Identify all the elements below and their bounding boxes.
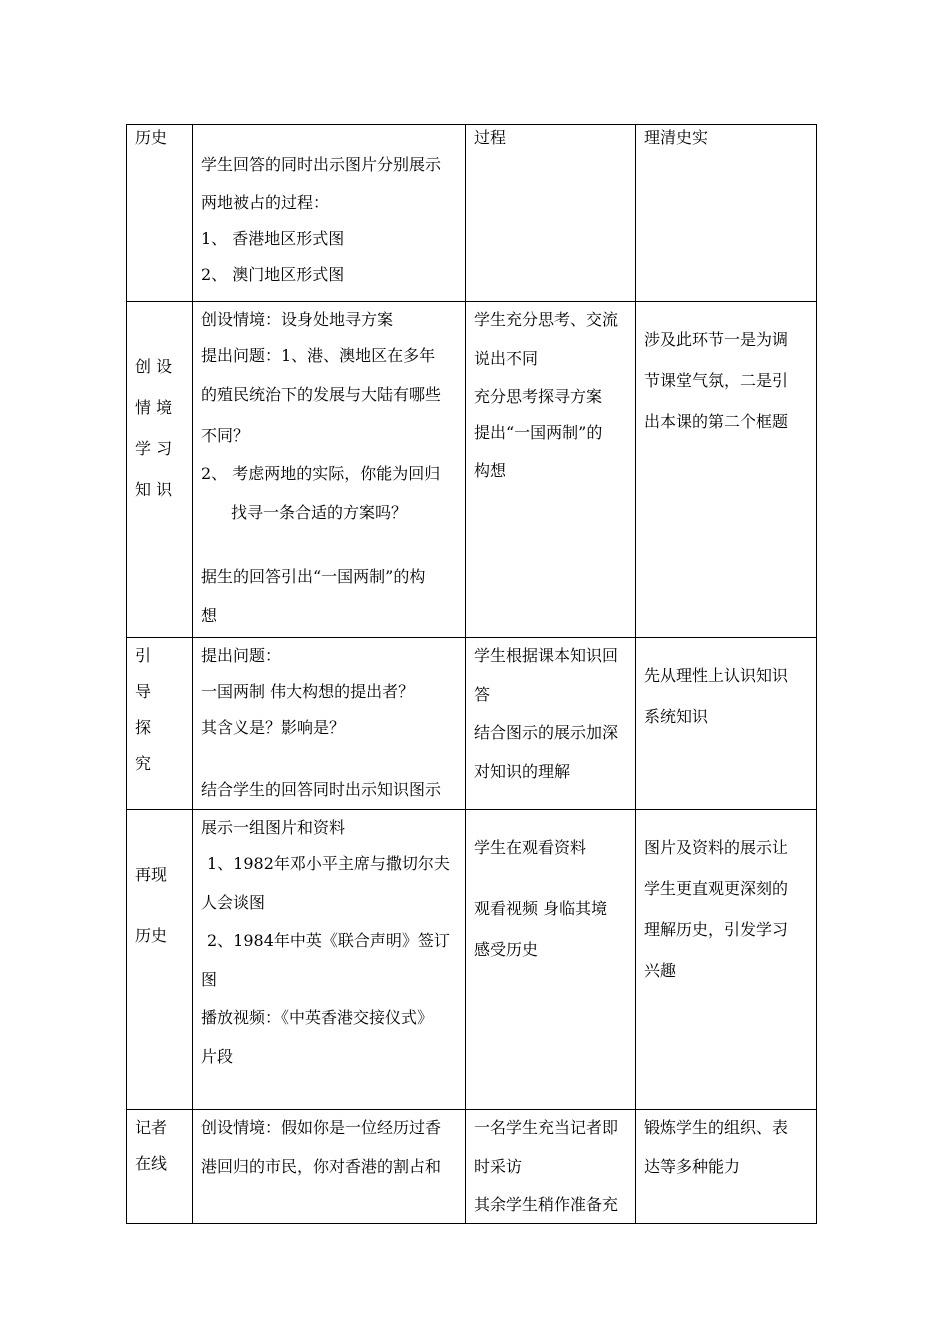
stage-cell: 再现 历史 (127, 810, 193, 1110)
design-intent-cell: 涉及此环节一是为调 节课堂气氛，二是引 出本课的第二个框题 (636, 302, 817, 638)
teacher-activity-cell: 创设情境：设身处地寻方案 提出问题：1、港、澳地区在多年 的殖民统治下的发展与大陆有哪些 不同？ 2、 考虑两地的实际，你能为回归 找寻一条合适的方案吗？ 据生的回答引出“一国两制”的构 想 (193, 302, 466, 638)
table-row (127, 125, 817, 302)
design-intent-cell: 先从理性上认识知识 系统知识 (636, 638, 817, 810)
teacher-activity-cell: 学生回答的同时出示图片分别展示 两地被占的过程： 1、 香港地区形式图 2、 澳门地区形式图 (193, 125, 466, 302)
design-intent-cell: 图片及资料的展示让 学生更直观更深刻的 理解历史，引发学习 兴趣 (636, 810, 817, 1110)
student-activity-cell: 学生充分思考、交流 说出不同 充分思考探寻方案 提出“一国两制”的 构想 (466, 302, 636, 638)
lesson-plan-table (126, 124, 817, 1224)
table-row (127, 1110, 817, 1224)
student-activity-cell: 一名学生充当记者即 时采访 其余学生稍作准备充 (466, 1110, 636, 1224)
teacher-activity-cell: 提出问题： 一国两制 伟大构想的提出者？ 其含义是？影响是？ 结合学生的回答同时出示知识图示 (193, 638, 466, 810)
student-activity-cell: 学生在观看资料 观看视频 身临其境 感受历史 (466, 810, 636, 1110)
table-row (127, 810, 817, 1110)
table-row (127, 302, 817, 638)
stage-cell: 历史 (127, 125, 193, 302)
teacher-activity-cell: 创设情境：假如你是一位经历过香 港回归的市民，你对香港的割占和 (193, 1110, 466, 1224)
student-activity-cell: 学生根据课本知识回 答 结合图示的展示加深 对知识的理解 (466, 638, 636, 810)
stage-cell: 引 导 探 究 (127, 638, 193, 810)
stage-cell: 创 设 情 境 学 习 知 识 (127, 302, 193, 638)
teacher-activity-cell: 展示一组图片和资料 1、1982年邓小平主席与撒切尔夫 人会谈图 2、1984年中英《联合声明》签订 图 播放视频：《中英香港交接仪式》 片段 (193, 810, 466, 1110)
design-intent-cell: 理清史实 (636, 125, 817, 302)
stage-cell: 记者 在线 (127, 1110, 193, 1224)
student-activity-cell: 过程 (466, 125, 636, 302)
design-intent-cell: 锻炼学生的组织、表 达等多种能力 (636, 1110, 817, 1224)
table-row (127, 638, 817, 810)
